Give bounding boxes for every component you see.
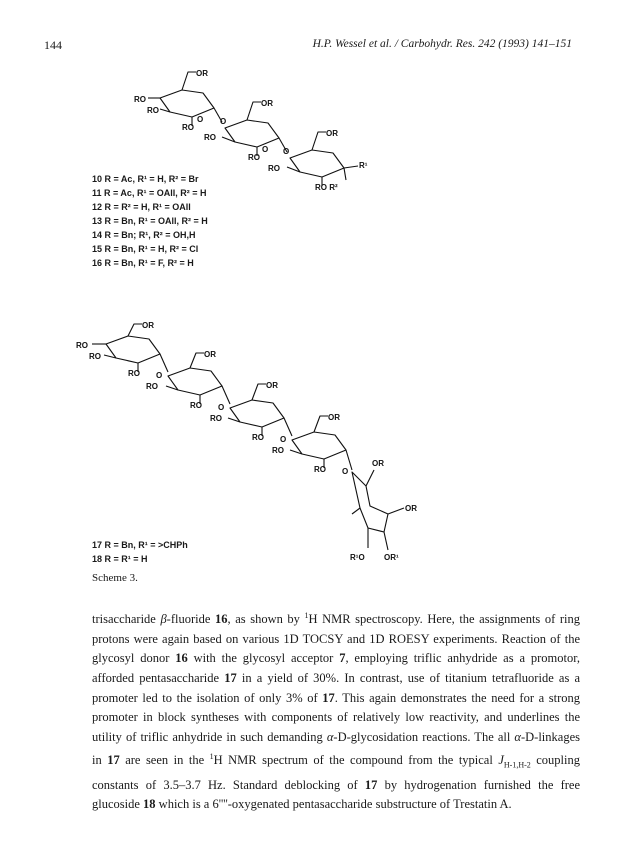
compound-label: 13 R = Bn, R¹ = OAll, R² = H: [92, 216, 208, 226]
paragraph: trisaccharide β-fluoride 16, as shown by $^1$H NMR spectroscopy. Here, the assignments of ring protons were again based on various 1D TOCSY and 1D ROESY experiments. Reaction of the glycosyl donor 16 with the glycosyl acceptor 7, employing triflic anhydride as a promotor, afforded pentasaccharide 17 in a yield of 30%. In contrast, use of titanium tetrafluoride as a promoter led to the isolation of only 3% of 17. This again demonstrates the need for a strong promoter in block syntheses with components of relatively low reactivity, and underlines the utility of triflic anhydride in such demanding α-D-glycosidation reactions. The all α-D-linkages in 17 are seen in the $^1$H NMR spectrum of the compound from the typical $J_{H-1,H-2}$ coupling constants of 3.5–3.7 Hz. Standard deblocking of 17 by hydrogenation furnished the free glucoside 18 which is a 6''''-oxygenated pentasaccharide substructure of Trestatin A.: [92, 611, 581, 812]
ring-bottom-5: [352, 472, 388, 532]
label-ro: RO: [134, 95, 146, 104]
label-ro: RO: [248, 153, 260, 162]
label-ro: RO: [210, 414, 222, 423]
ring-top-2: [225, 120, 279, 147]
label-or: OR: [266, 381, 278, 390]
label-ro: RO: [190, 401, 202, 410]
label-or: OR: [196, 69, 208, 78]
label-ro: RO: [147, 106, 159, 115]
label-r1o: R¹O: [350, 553, 365, 562]
label-or: OR: [326, 129, 338, 138]
label-or: OR: [328, 413, 340, 422]
label-o: O: [283, 147, 290, 156]
ring-top-1: [160, 90, 214, 117]
label-o: O: [197, 115, 204, 124]
label-or: OR: [405, 504, 417, 513]
label-or1: OR¹: [384, 553, 399, 562]
label-ro: RO: [204, 133, 216, 142]
label-ro: RO: [76, 341, 88, 350]
compound-label: 10 R = Ac, R¹ = H, R² = Br: [92, 174, 199, 184]
compound-label: 16 R = Bn, R¹ = F, R² = H: [92, 258, 194, 268]
label-ro: RO: [128, 369, 140, 378]
scheme-caption: Scheme 3.: [92, 572, 138, 584]
body-text: [92, 606, 580, 815]
compound-list-bottom: [92, 538, 188, 566]
compound-label: 12 R = R² = H, R¹ = OAll: [92, 202, 191, 212]
ring-top-3: [290, 150, 344, 177]
label-ro: RO: [89, 352, 101, 361]
label-or: OR: [142, 321, 154, 330]
compound-label: 11 R = Ac, R¹ = OAll, R² = H: [92, 188, 207, 198]
label-or: OR: [372, 459, 384, 468]
ring-bottom-4: [292, 432, 346, 459]
label-o: O: [218, 403, 225, 412]
compound-label: 15 R = Bn, R¹ = H, R² = Cl: [92, 244, 199, 254]
running-title: H.P. Wessel et al. / Carbohydr. Res. 242 (1993) 141–151: [312, 38, 572, 50]
compound-label: 18 R = R¹ = H: [92, 554, 148, 564]
label-o: O: [220, 117, 227, 126]
label-ro: RO: [252, 433, 264, 442]
ring-bottom-3: [230, 400, 284, 427]
label-o: O: [280, 435, 287, 444]
label-ro-r2: RO R²: [315, 183, 338, 192]
compound-label: 17 R = Bn, R¹ = >CHPh: [92, 540, 188, 550]
label-r1: R¹: [359, 161, 368, 170]
label-or: OR: [261, 99, 273, 108]
label-o: O: [262, 145, 269, 154]
label-ro: RO: [268, 164, 280, 173]
label-ro: RO: [272, 446, 284, 455]
label-ro: RO: [146, 382, 158, 391]
compound-list-top: [92, 172, 208, 270]
ring-bottom-2: [168, 368, 222, 395]
page-number: 144: [44, 38, 62, 52]
label-ro: RO: [314, 465, 326, 474]
label-or: OR: [204, 350, 216, 359]
label-o: O: [156, 371, 163, 380]
ring-bottom-1: [106, 336, 160, 363]
label-ro: RO: [182, 123, 194, 132]
compound-label: 14 R = Bn; R¹, R² = OH,H: [92, 230, 196, 240]
label-o: O: [342, 467, 349, 476]
